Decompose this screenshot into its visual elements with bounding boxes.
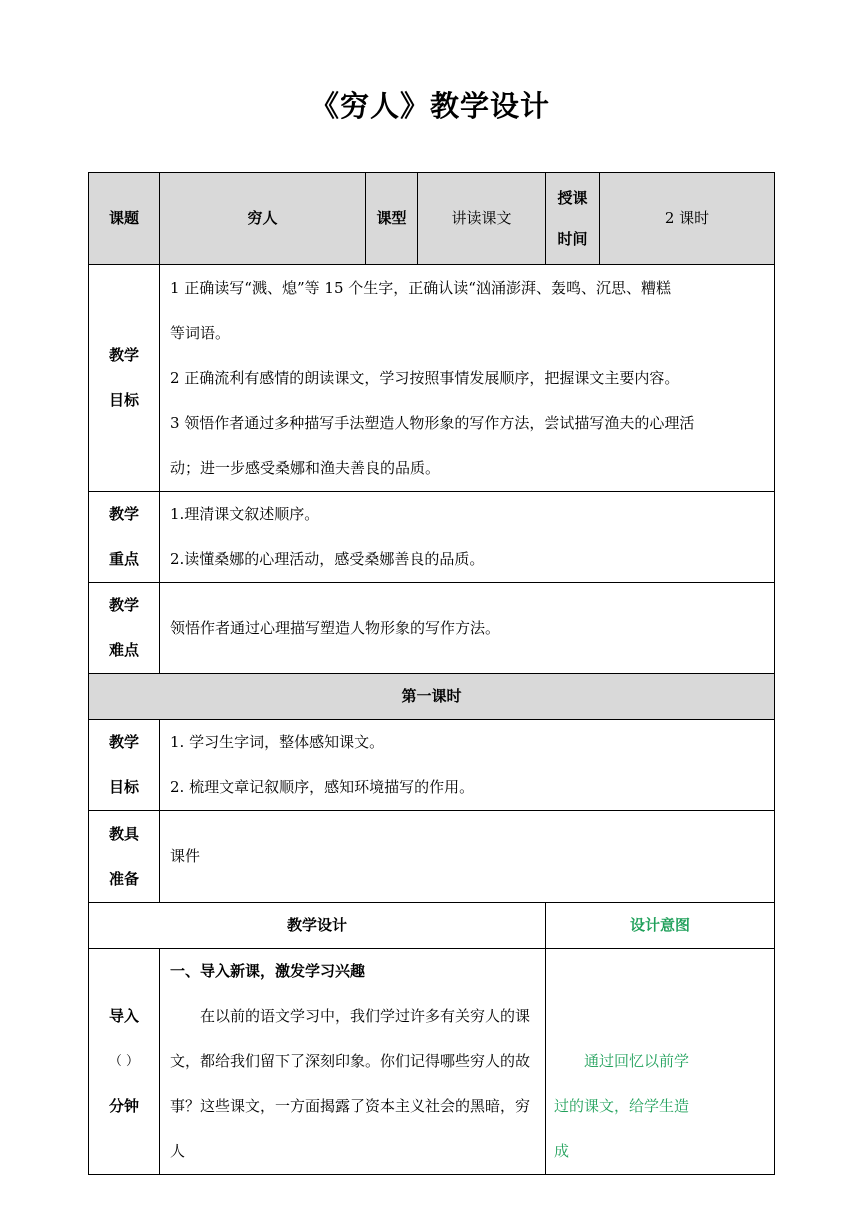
- first-lesson-heading: 第一课时: [89, 674, 775, 720]
- design-header-row: [89, 903, 775, 949]
- intro-paragraph-line: 文，都给我们留下了深刻印象。你们记得哪些穷人的故: [170, 1052, 531, 1070]
- key-points-label-line-2: 重点: [108, 550, 139, 568]
- intro-section-title: 一、导入新课，激发学习兴趣: [170, 962, 366, 980]
- teaching-aids-row: [89, 811, 775, 903]
- key-points-content: [160, 492, 775, 583]
- lesson-objective-line: 1. 学习生字词，整体感知课文。: [170, 733, 385, 751]
- intro-paragraph-line: 在以前的语文学习中，我们学过许多有关穷人的课: [200, 1007, 531, 1025]
- objectives-row: [89, 265, 775, 492]
- design-column-header: 教学设计: [89, 903, 546, 949]
- intro-intent-content: [546, 949, 775, 1175]
- teaching-aids-label-line-1: 教具: [108, 824, 139, 843]
- objective-line: 3 领悟作者通过多种描写手法塑造人物形象的写作方法，尝试描写渔夫的心理活: [170, 413, 695, 432]
- lesson-objectives-label: [89, 720, 160, 811]
- lesson-plan-table: [88, 172, 775, 1175]
- intro-stage-label-line-3: 分钟: [108, 1097, 139, 1115]
- objective-line: 2 正确流利有感情的朗读课文，学习按照事情发展顺序，把握课文主要内容。: [170, 368, 680, 387]
- objectives-content: [160, 265, 775, 492]
- intent-line: 过的课文，给学生造: [554, 1097, 690, 1115]
- difficulties-label-line-1: 教学: [108, 596, 139, 614]
- intro-paragraph-line: 事？这些课文，一方面揭露了资本主义社会的黑暗，穷人: [170, 1097, 531, 1160]
- difficulties-label-line-2: 难点: [108, 641, 139, 659]
- time-label-line-2: 时间: [557, 229, 588, 248]
- lesson-objectives-label-line-1: 教学: [108, 733, 139, 751]
- lesson-objectives-row: [89, 720, 775, 811]
- intro-stage-content: [160, 949, 546, 1175]
- key-points-label: [89, 492, 160, 583]
- teaching-aids-content: 课件: [160, 811, 775, 903]
- time-label: [546, 173, 600, 265]
- topic-value: 穷人: [160, 173, 366, 265]
- intro-stage-label: [89, 949, 160, 1175]
- intro-stage-label-line-1: 导入: [108, 1007, 139, 1025]
- objectives-label: [89, 265, 160, 492]
- intro-stage-row: [89, 949, 775, 1175]
- objective-line: 等词语。: [170, 323, 231, 342]
- intro-stage-label-line-2: （ ）: [108, 1054, 140, 1069]
- page-title: 《穷人》教学设计: [309, 89, 550, 123]
- type-label: 课型: [366, 173, 418, 265]
- objectives-label-line-2: 目标: [108, 391, 139, 409]
- header-row: [89, 173, 775, 265]
- objective-line: 1 正确读写“溅、熄”等 15 个生字，正确认读“汹涌澎湃、轰鸣、沉思、糟糕: [170, 278, 671, 297]
- time-value: 2 课时: [600, 173, 775, 265]
- intent-line: 通过回忆以前学: [584, 1052, 690, 1070]
- difficulties-content: 领悟作者通过心理描写塑造人物形象的写作方法。: [160, 583, 775, 674]
- lesson-objectives-label-line-2: 目标: [108, 778, 139, 796]
- teaching-aids-label: [89, 811, 160, 903]
- difficulties-label: [89, 583, 160, 674]
- type-value: 讲读课文: [418, 173, 546, 265]
- intent-line: 成: [554, 1142, 570, 1160]
- key-points-label-line-1: 教学: [108, 505, 139, 523]
- key-points-row: [89, 492, 775, 583]
- key-point-line: 1.理清课文叙述顺序。: [170, 505, 320, 523]
- first-lesson-heading-row: [89, 674, 775, 720]
- difficulties-row: [89, 583, 775, 674]
- objectives-label-line-1: 教学: [108, 346, 139, 364]
- key-point-line: 2.读懂桑娜的心理活动，感受桑娜善良的品质。: [170, 550, 485, 568]
- topic-label: 课题: [89, 173, 160, 265]
- lesson-objectives-content: [160, 720, 775, 811]
- lesson-objective-line: 2. 梳理文章记叙顺序，感知环境描写的作用。: [170, 778, 475, 796]
- intent-column-header: 设计意图: [546, 903, 775, 949]
- time-label-line-1: 授课: [557, 188, 588, 207]
- objective-line: 动；进一步感受桑娜和渔夫善良的品质。: [170, 458, 441, 477]
- teaching-aids-label-line-2: 准备: [108, 869, 139, 888]
